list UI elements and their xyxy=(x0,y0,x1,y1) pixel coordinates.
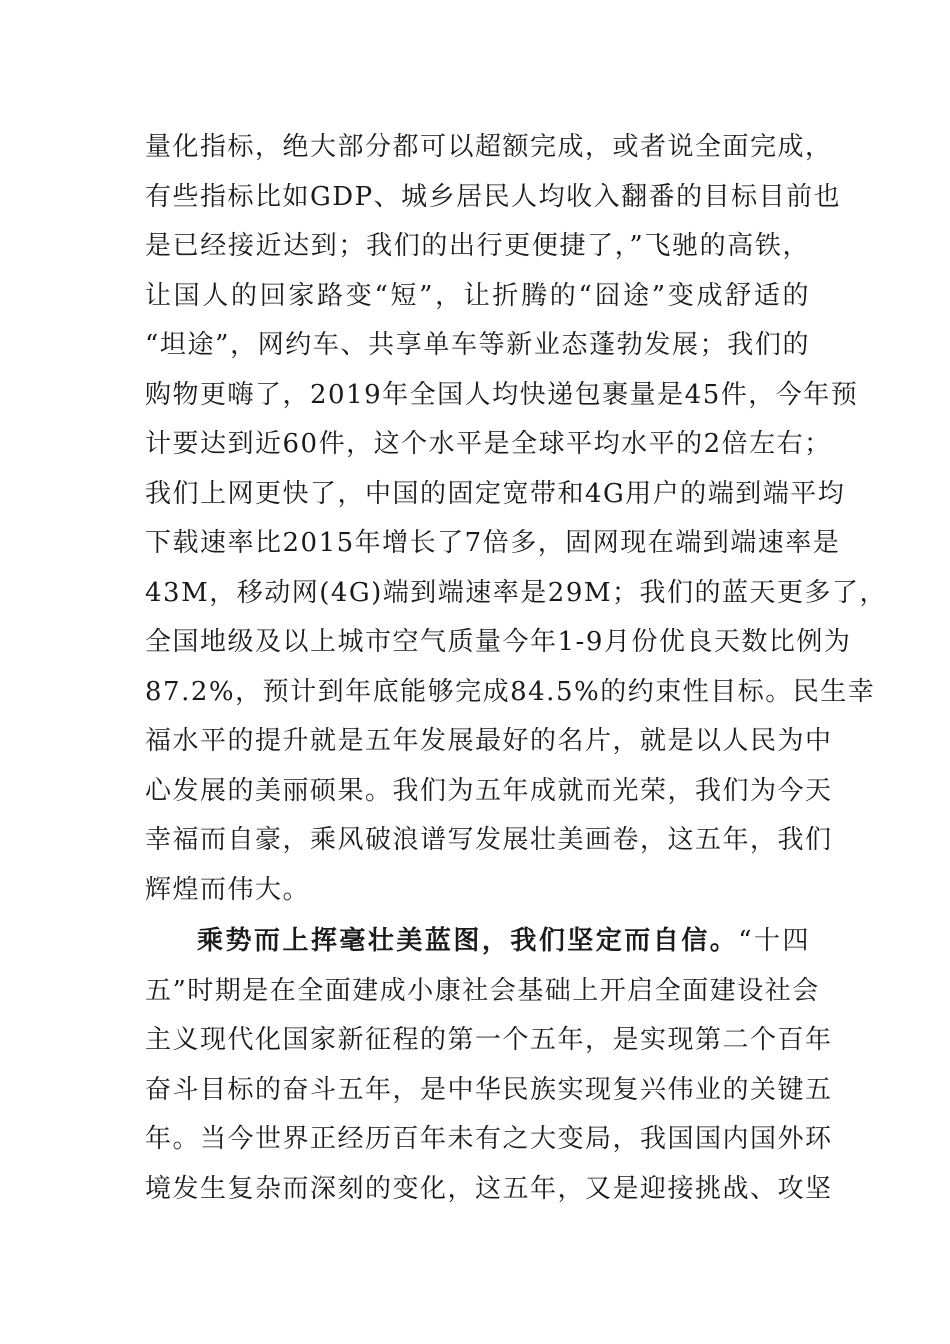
paragraph-line: 五”时期是在全面建成小康社会基础上开启全面建设社会 xyxy=(145,975,820,1006)
paragraph-line: 境发生复杂而深刻的变化，这五年，又是迎接挑战、攻坚 xyxy=(145,1173,833,1204)
paragraph-blueprint xyxy=(145,917,833,1214)
paragraph-line: 计要达到近60件，这个水平是全球平均水平的2倍左右； xyxy=(145,429,832,459)
paragraph-line: 量化指标，绝大部分都可以超额完成，或者说全面完成， xyxy=(145,132,833,162)
paragraph-line: 辉煌而伟大。 xyxy=(145,874,311,905)
paragraph-line: 43M，移动网(4G)端到端速率是29M；我们的蓝天更多了， xyxy=(145,577,888,608)
paragraph-line: 购物更嗨了，2019年全国人均快递包裹量是45件，今年预 xyxy=(145,379,859,410)
paragraph-line: 让国人的回家路变“短”，让折腾的“囧途”变成舒适的 xyxy=(145,280,810,311)
paragraph-first-line xyxy=(145,917,810,967)
paragraph-line: 幸福而自豪，乘风破浪谱写发展壮美画卷，这五年，我们 xyxy=(145,825,833,855)
paragraph-achievements xyxy=(145,123,888,915)
paragraph-line: 有些指标比如GDP、城乡居民人均收入翻番的目标目前也 xyxy=(145,181,842,212)
paragraph-lead-heading: 乘势而上挥毫壮美蓝图，我们坚定而自信。 xyxy=(197,926,739,956)
paragraph-line: “坦途”，网约车、共享单车等新业态蓬勃发展；我们的 xyxy=(145,330,810,360)
paragraph-line: 主义现代化国家新征程的第一个五年，是实现第二个百年 xyxy=(145,1025,833,1055)
paragraph-line: 福水平的提升就是五年发展最好的名片，就是以人民为中 xyxy=(145,726,833,756)
paragraph-line: 年。当今世界正经历百年未有之大变局，我国国内国外环 xyxy=(145,1124,833,1154)
paragraph-line: 奋斗目标的奋斗五年，是中华民族实现复兴伟业的关键五 xyxy=(145,1074,833,1105)
paragraph-lead-rest: “十四 xyxy=(738,926,810,956)
paragraph-line: 87.2%，预计到年底能够完成84.5%的约束性目标。民生幸 xyxy=(145,676,876,707)
paragraph-line: 是已经接近达到；我们的出行更便捷了，”飞驰的高铁， xyxy=(145,231,810,261)
paragraph-line: 心发展的美丽硕果。我们为五年成就而光荣，我们为今天 xyxy=(145,775,833,806)
paragraph-line: 全国地级及以上城市空气质量今年1-9月份优良天数比例为 xyxy=(145,627,852,657)
paragraph-line: 下载速率比2015年增长了7倍多，固网现在端到端速率是 xyxy=(145,528,841,558)
paragraph-line: 我们上网更快了，中国的固定宽带和4G用户的端到端平均 xyxy=(145,478,846,509)
